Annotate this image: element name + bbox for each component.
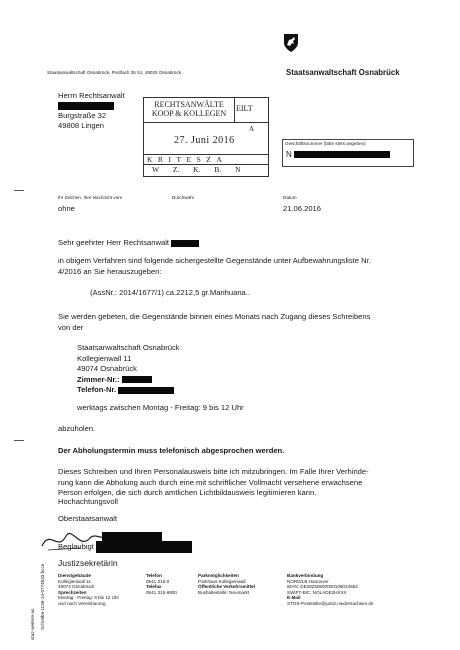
- abholen-line: abzuholen.: [58, 424, 96, 433]
- reference-prefix: N: [286, 149, 292, 159]
- pickup-address: Staatsanwaltschaft Osnabrück Kollegienwall 11 49074 Osnabrück Zimmer-Nr.: Telefon-Nr.: [77, 343, 180, 394]
- stamp-letters-row1: KRITESZA: [147, 155, 228, 164]
- meta-col1-value: ohne: [58, 204, 75, 213]
- stamp-eilt: EILT: [236, 104, 253, 113]
- recipient-title: Herrn Rechtsanwalt: [58, 91, 125, 100]
- recipient-address: [58, 91, 125, 132]
- paragraph-2: Sie werden gebeten, die Gegenstände binnen eines Monats nach Zugang dieses Schreibens von der: [58, 312, 371, 332]
- recipient-city: 49808 Lingen: [58, 121, 105, 130]
- beglaubigt: Beglaubigt: [58, 541, 192, 553]
- received-stamp: [143, 97, 269, 177]
- paragraph-3: Dieses Schreiben und Ihren Personalausweis bitte ich mitzubringen. Im Falle Ihrer Verhinde- rung kann die Abholung auch durch eine mit schriftlicher Vollmacht versehene erwachsene Person erfolgen, die sich durch amtlichen Lichtbildausweis legitimieren kann.: [58, 467, 369, 497]
- footer-col4: Bankverbindung NORD/LB Hannover IBAN: DE28250500000106024664 SWIFT-BIC: NOLADE2HXXX E-Mail STOS-Poststelle@justiz.niedersachsen.de: [287, 573, 374, 606]
- salutation: Sehr geehrter Herr Rechtsanwalt: [58, 238, 199, 249]
- side-code: sta2-weitere-as: [30, 608, 35, 640]
- crest-icon: [283, 33, 299, 58]
- meta-col3-value: 21.06.2016: [283, 204, 322, 213]
- footer-col2: Telefon 0541 315-0 Telefax 0541 315-6800: [146, 573, 177, 595]
- footer-col3: Parkmöglichkeiten Parkhaus Kollegienwall Öffentliche Verkehrsmittel Bushaltestelle: Neumarkt: [198, 573, 255, 595]
- bold-note: Der Abholungstermin muss telefonisch abgesprochen werden.: [58, 446, 285, 455]
- phone-label: Telefon-Nr.: [77, 385, 117, 394]
- meta-col1-label: Ihr Zeichen, Ihre Nachricht vom: [58, 195, 123, 200]
- paragraph-1: in obigem Verfahren sind folgende sichergestellte Gegenstände unter Aufbewahrungsliste Nr. 4/2016 an Sie herauszugeben:: [58, 256, 371, 276]
- authority-name: Staatsanwaltschaft Osnabrück: [286, 68, 400, 77]
- meta-col3-label: Datum: [283, 195, 297, 200]
- hours-line: werktags zwischen Montag - Freitag: 9 bis 12 Uhr: [77, 403, 244, 412]
- salutation-redaction: [171, 240, 199, 247]
- stamp-date: 27. Juni 2016: [174, 135, 235, 146]
- side-code-2: Schreibe 1136-14-0774633 bcce: [40, 563, 45, 630]
- fold-mark-bottom: [14, 440, 24, 441]
- fold-mark-top: [14, 190, 24, 191]
- stamp-firm-line2: KOOP & KOLLEGEN: [151, 109, 227, 118]
- signature-redaction: [102, 532, 162, 552]
- footer-col1: Dienstgebäude Kollegienwall 11 49074 Osnabrück Sprechzeiten Montag - Freitag: 9 bis 12 Uhr und nach Vereinbarung: [58, 573, 120, 606]
- reference-redaction: [294, 151, 390, 158]
- recipient-street: Burgstraße 32: [58, 110, 107, 120]
- signer-title: Oberstaatsanwalt: [58, 514, 118, 523]
- justizsekretaerin: Justizsekretärin: [58, 558, 118, 568]
- stamp-firm-line1: RECHTSANWÄLTE: [154, 100, 224, 109]
- item-line: (AssNr.: 2014/1677/1) ca.2212,5 gr.Marihuana..: [90, 288, 250, 297]
- reference-label: Geschäftsnummer (bitte stets angeben): [285, 141, 366, 146]
- closing: Hochachtungsvoll: [58, 497, 118, 506]
- stamp-letter-a: A: [249, 125, 255, 133]
- sender-line: Staatsanwaltschaft Osnabrück, Postfach 35 51, 49025 Osnabrück: [47, 70, 182, 75]
- recipient-name-redacted: [58, 102, 125, 110]
- meta-col2-label: Durchwahl: [172, 195, 194, 200]
- reference-box: [282, 139, 414, 167]
- stamp-letters-row2: W Z. K. B. N: [152, 165, 241, 174]
- room-label: Zimmer-Nr.:: [77, 374, 120, 384]
